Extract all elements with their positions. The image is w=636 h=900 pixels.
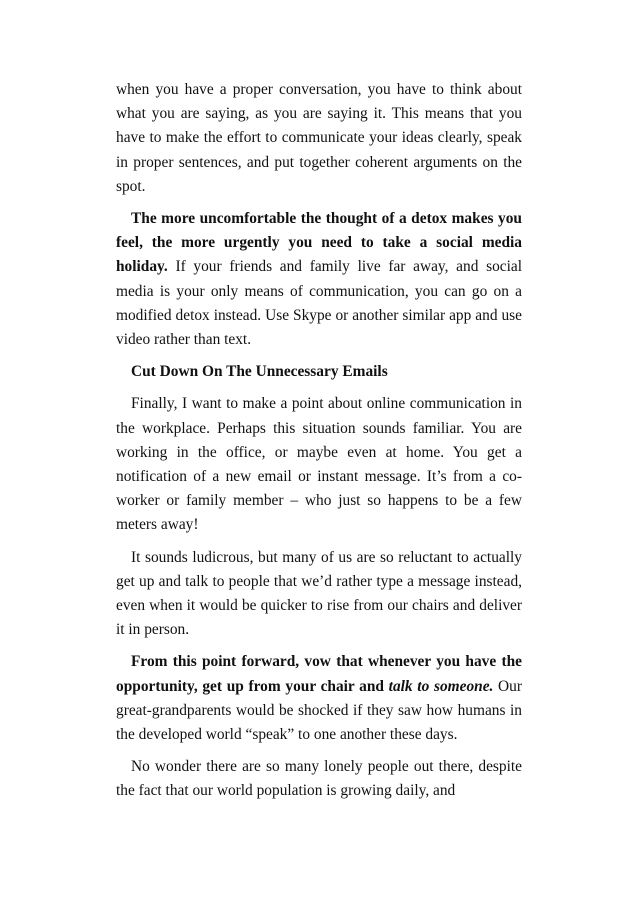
paragraph-5 — [116, 650, 522, 747]
section-heading: Cut Down On The Unnecessary Emails — [131, 363, 388, 381]
body-text — [116, 78, 522, 812]
paragraph-2 — [116, 207, 522, 352]
paragraph-3 — [116, 392, 522, 537]
paragraph-1 — [116, 78, 522, 199]
paragraph-5-text: Our great-grandparents would be shocked if they saw how humans in the developed world “speak” to one another these days. — [116, 677, 522, 744]
paragraph-6 — [116, 755, 522, 803]
paragraph-4-text: It sounds ludicrous, but many of us are so reluctant to actually get up and talk to people that we’d rather type a message instead, even when it would be quicker to rise from our chairs and deliver it in person. — [116, 548, 522, 639]
paragraph-5-bold-text: From this point forward, vow that whenever you have the opportunity, get up from your chair and — [116, 653, 522, 695]
paragraph-1-text: when you have a proper conversation, you have to think about what you are saying, as you are saying it. This means that you have to make the effort to communicate your ideas clearly, speak in proper sentences, and put together coherent arguments on the spot. — [116, 81, 522, 195]
paragraph-2-bold-text: The more uncomfortable the thought of a detox makes you feel, the more urgently you need to take a social media holiday. — [116, 210, 522, 276]
paragraph-6-text: No wonder there are so many lonely people out there, despite the fact that our world population is growing daily, and — [116, 758, 522, 800]
paragraph-5-bold-italic-text: talk to someone. — [388, 677, 494, 695]
paragraph-2-text: If your friends and family live far away, and social media is your only means of communication, you can go on a modified detox instead. Use Skype or another similar app and use video rather than text. — [116, 258, 522, 349]
paragraph-3-text: Finally, I want to make a point about online communication in the workplace. Perhaps this situation sounds familiar. You are working in the office, or maybe even at home. You get a notification of a new email or instant message. It’s from a co-worker or family member – who just so happens to be a few meters away! — [116, 395, 522, 534]
paragraph-4 — [116, 546, 522, 643]
